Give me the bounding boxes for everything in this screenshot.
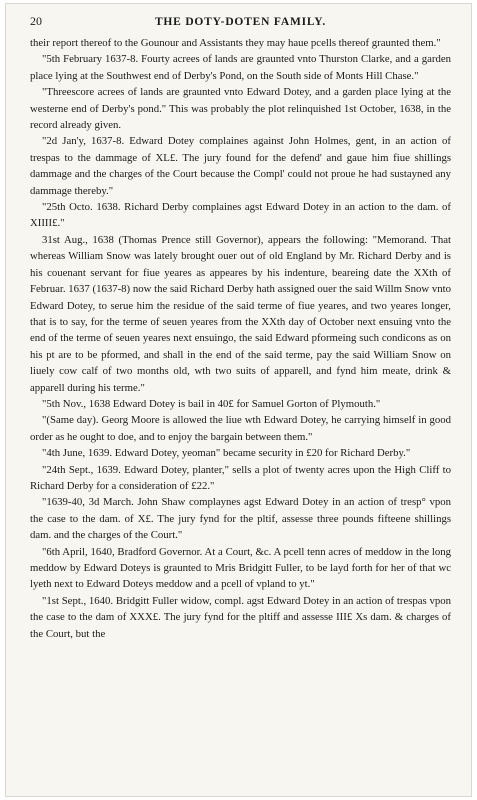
paragraph: "(Same day). Georg Moore is allowed the liue wth Edward Dotey, he carrying himself in good order as he ought to doe, and to enjoy the bargain between them." (30, 414, 451, 443)
paragraph: "Threescore acrees of lands are graunted vnto Edward Dotey, and a garden place lying at the westerne end of Derby's pond." This was probably the plot relinquished 1st October, 1638, in the record already given. (30, 86, 451, 132)
paragraph: "1st Sept., 1640. Bridgitt Fuller widow, compl. agst Edward Dotey in an action of trespas vpon the case to the dam of XXX£. The jury fynd for the pltiff and assesse III£ Xs dam. & charges of the Court, but the (30, 594, 451, 640)
page-number: 20 (30, 14, 42, 28)
paragraph: their report thereof to the Gounour and Assistants they may haue pcells thereof graunted them." (30, 37, 441, 49)
paragraph: "5th February 1637-8. Fourty acrees of lands are graunted vnto Thurston Clarke, and a garden place lying at the Southwest end of Derby's Pond, on the South side of Monts Hill Chase." (30, 53, 451, 82)
paragraph: "24th Sept., 1639. Edward Dotey, planter," sells a plot of twenty acres upon the High Cliff to Richard Derby for a consideration of £22." (30, 463, 451, 492)
page-header (30, 14, 451, 29)
paragraph: "2d Jan'y, 1637-8. Edward Dotey complaines against John Holmes, gent, in an action of trespas to the dammage of XL£. The jury found for the defend' and gaue him fiue shillings dammage and the charges of the Court because the Compl' could not proue he had sustayned any dammage thereby." (30, 135, 451, 197)
running-title: THE DOTY-DOTEN FAMILY. (154, 16, 327, 28)
paragraph: "4th June, 1639. Edward Dotey, yeoman" became security in £20 for Richard Derby." (42, 447, 411, 460)
paragraph: 31st Aug., 1638 (Thomas Prence still Governor), appears the following: "Memorand. That whereas William Snow was lately brought ouer out of old England by Mr. Richard Derby and is his couenant servant for fiue yeares as appeares by his indenture, beareing date the XXth of Februar. 1637 (1637-8) now the said Richard Derby hath assigned ouer the said Willm Snow vnto Edward Dotey, to serue him the residue of the said terme of fiue yeares, and two yeares longer, that is to say, for the terme of seuen yeares from the XXth day of October next ensuing vnto the end of the terme of seuen yeares next ensuingo, the said Edward pformeing such condicons as on his pt are to be pformed, and shall in the end of the said terme, pay the said William Snow on liuely cow calf of two months old, wth two suits of apparell, and fynd him meate, drink & apparell during his terme." (30, 233, 451, 394)
paragraph: "25th Octo. 1638. Richard Derby complaines agst Edward Dotey in an action to the dam. of XIIII£." (30, 201, 451, 230)
paragraph: "6th April, 1640, Bradford Governor. At a Court, &c. A pcell tenn acres of meddow in the long meddow by Edward Doteys is graunted to Mris Bridgitt Fuller, to be layd forth for her of that wc lyeth next to Edward Doteys meddow and a pcell of vpland to yt." (30, 545, 451, 591)
paragraph: "5th Nov., 1638 Edward Dotey is bail in 40£ for Samuel Gorton of Plymouth." (42, 397, 381, 410)
book-page (5, 3, 472, 797)
paragraph: "1639-40, 3d March. John Shaw complaynes agst Edward Dotey in an action of tresp° vpon the case to the dam. of X£. The jury fynd for the pltif, assesse three pounds fifteene shillings dam. and the charges of the Court." (30, 496, 451, 542)
